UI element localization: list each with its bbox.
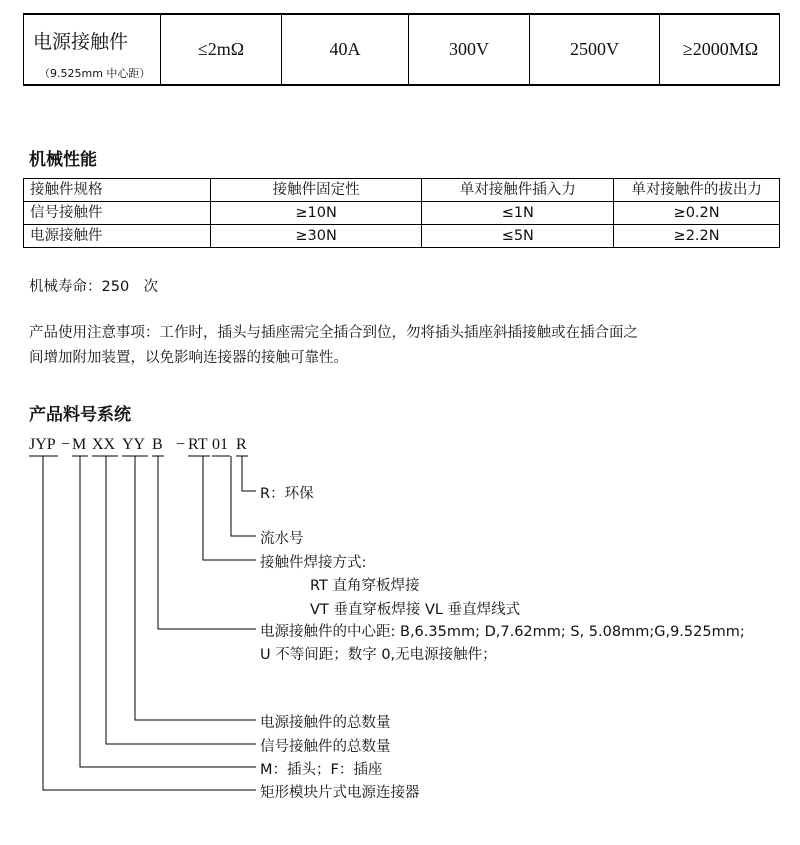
pn-segment-m: M bbox=[72, 436, 87, 453]
contact-name: 电源接触件 bbox=[33, 31, 129, 53]
table-cell: ≥30N bbox=[210, 225, 422, 248]
pn-segment-yy: YY bbox=[122, 436, 146, 453]
table-cell: ≥10N bbox=[210, 202, 422, 225]
connector-welding bbox=[203, 456, 256, 560]
header-cell: 单对接触件插入力 bbox=[422, 179, 614, 202]
header-cell: 接触件规格 bbox=[24, 179, 211, 202]
pn-dash: − bbox=[176, 436, 186, 453]
table-cell: ≤1N bbox=[422, 202, 614, 225]
connector-power-count bbox=[135, 456, 256, 720]
part-number-heading: 产品料号系统 bbox=[29, 405, 131, 425]
table-header-row bbox=[24, 179, 780, 202]
table-cell: ≥2.2N bbox=[614, 225, 780, 248]
electrical-spec-table bbox=[23, 13, 780, 86]
legend-welding: 接触件焊接方式: bbox=[260, 555, 367, 571]
legend-spacing: 电源接触件的中心距: B,6.35mm; D,7.62mm; S, 5.08mm;G,9.525mm; bbox=[260, 624, 745, 640]
header-cell: 单对接触件的拔出力 bbox=[614, 179, 780, 202]
table-cell: 电源接触件 bbox=[24, 225, 211, 248]
pn-segment-01: 01 bbox=[212, 436, 228, 453]
table-cell: ≤5N bbox=[422, 225, 614, 248]
legend-mf: M：插头；F：插座 bbox=[260, 762, 383, 778]
pn-segment-rt: RT bbox=[188, 436, 208, 453]
table-cell: 信号接触件 bbox=[24, 202, 211, 225]
connector-serial bbox=[231, 456, 256, 536]
connector-type bbox=[43, 456, 256, 790]
pn-segment-r: R bbox=[236, 436, 247, 453]
legend-r: R：环保 bbox=[260, 486, 314, 502]
connector-mf bbox=[80, 456, 256, 767]
legend-spacing-u: U 不等间距；数字 0,无电源接触件； bbox=[260, 647, 497, 663]
connector-signal-count bbox=[106, 456, 256, 744]
table-row bbox=[24, 202, 780, 225]
insulation-resistance-cell: ≥2000MΩ bbox=[682, 39, 759, 59]
rated-current-cell: 40A bbox=[282, 15, 409, 84]
connector-r bbox=[242, 456, 256, 491]
mechanical-table bbox=[23, 178, 780, 248]
pn-segment-jyp: JYP bbox=[29, 436, 56, 453]
contact-resistance-cell: ≤2mΩ bbox=[161, 15, 282, 84]
withstand-voltage-cell: 2500V bbox=[530, 15, 660, 84]
connector-spacing bbox=[158, 456, 256, 629]
contact-name-cell bbox=[24, 15, 161, 84]
header-cell: 接触件固定性 bbox=[210, 179, 422, 202]
legend-signal-count: 信号接触件的总数量 bbox=[260, 739, 391, 755]
notice-line-2: 间增加附加装置，以免影响连接器的接触可靠性。 bbox=[29, 350, 348, 366]
table-cell: ≥0.2N bbox=[614, 202, 780, 225]
legend-welding-vt: VT 垂直穿板焊接 VL 垂直焊线式 bbox=[310, 602, 521, 618]
legend-welding-rt: RT 直角穿板焊接 bbox=[310, 578, 420, 594]
pn-segment-xx: XX bbox=[92, 436, 116, 453]
legend-type: 矩形模块片式电源连接器 bbox=[260, 785, 420, 801]
legend-power-count: 电源接触件的总数量 bbox=[260, 715, 391, 731]
rated-voltage-cell: 300V bbox=[409, 15, 530, 84]
pn-segment-b: B bbox=[152, 436, 163, 453]
mechanical-life: 机械寿命：250 次 bbox=[29, 279, 159, 295]
pn-dash: − bbox=[61, 436, 71, 453]
mechanical-heading: 机械性能 bbox=[29, 150, 97, 170]
legend-serial: 流水号 bbox=[260, 531, 304, 547]
notice-line-1: 产品使用注意事项：工作时，插头与插座需完全插合到位，勿将插头插座斜插接触或在插合面之 bbox=[29, 325, 638, 341]
table-row bbox=[24, 225, 780, 248]
spacing-note: （9.525mm 中心距） bbox=[39, 67, 151, 80]
